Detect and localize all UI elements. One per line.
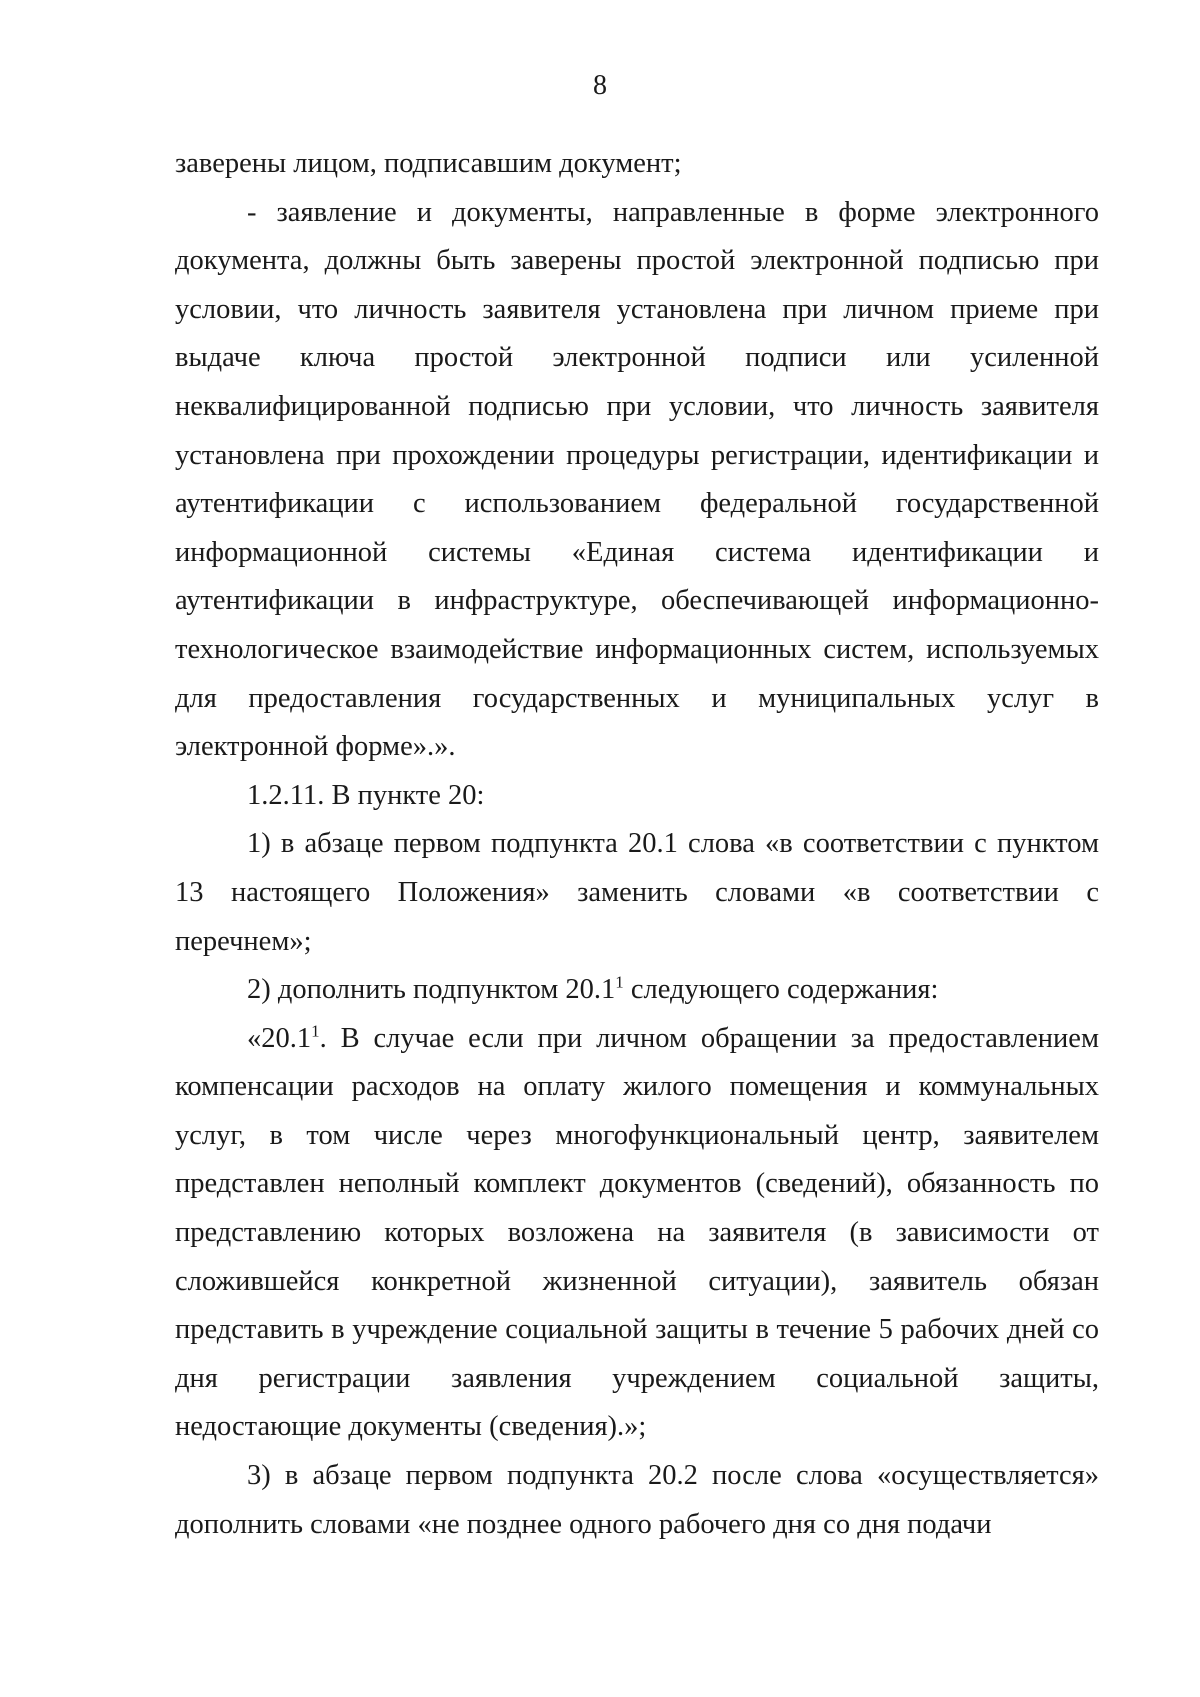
paragraph-continuation: заверены лицом, подписавшим документ; bbox=[175, 148, 682, 179]
paragraph-electronic-signature: - заявление и документы, направленные в форме электронного документа, должны быть заверены простой электронной подписью при условии, что личность заявителя установлена при личном приеме при выдаче ключа простой электронной подписи или усиленной неквалифицированной подписью при условии, что личность заявителя установлена при прохождении процедуры регистрации, идентификации и аутентификации с использованием федеральной государственной информационной системы «Единая система идентификации и аутентификации в инфраструктуре, обеспечивающей информационно-технологическое взаимодействие информационных систем, используемых для предоставления государственных и муниципальных услуг в электронной форме».». bbox=[175, 196, 1099, 763]
subclause-text-end: . В случае если при личном обращении за предоставлением компенсации расходов на оплату жилого помещения и коммунальных услуг, в том числе через многофункциональный центр, заявителем представлен неполный комплект документов (сведений), обязанность по представлению которых возложена на заявителя (в зависимости от сложившейся конкретной жизненной ситуации), заявитель обязан представить в учреждение социальной защиты в течение 5 рабочих дней со дня регистрации заявления учреждением социальной защиты, недостающие документы (сведения).»; bbox=[175, 1022, 1099, 1443]
item-2-text-start: 2) дополнить подпунктом 20.1 bbox=[247, 974, 616, 1006]
paragraph-item-2 bbox=[175, 966, 1099, 1015]
paragraph-clause-1-2-11: 1.2.11. В пункте 20: bbox=[247, 779, 485, 811]
page-number: 8 bbox=[593, 70, 607, 101]
item-2-superscript: 1 bbox=[615, 972, 624, 992]
item-2-text-end: следующего содержания: bbox=[623, 974, 939, 1006]
subclause-superscript: 1 bbox=[311, 1021, 320, 1041]
subclause-text-start: «20.1 bbox=[247, 1022, 312, 1054]
paragraph-item-3: 3) в абзаце первом подпункта 20.2 после слова «осуществляется» дополнить словами «не позднее одного рабочего дня со дня подачи bbox=[175, 1460, 1099, 1540]
paragraph-subclause-20-1-1 bbox=[175, 1015, 1099, 1452]
document-body bbox=[175, 140, 1099, 1549]
paragraph-item-1: 1) в абзаце первом подпункта 20.1 слова «в соответствии с пунктом 13 настоящего Положения» заменить словами «в соответствии с перечнем»; bbox=[175, 828, 1099, 957]
